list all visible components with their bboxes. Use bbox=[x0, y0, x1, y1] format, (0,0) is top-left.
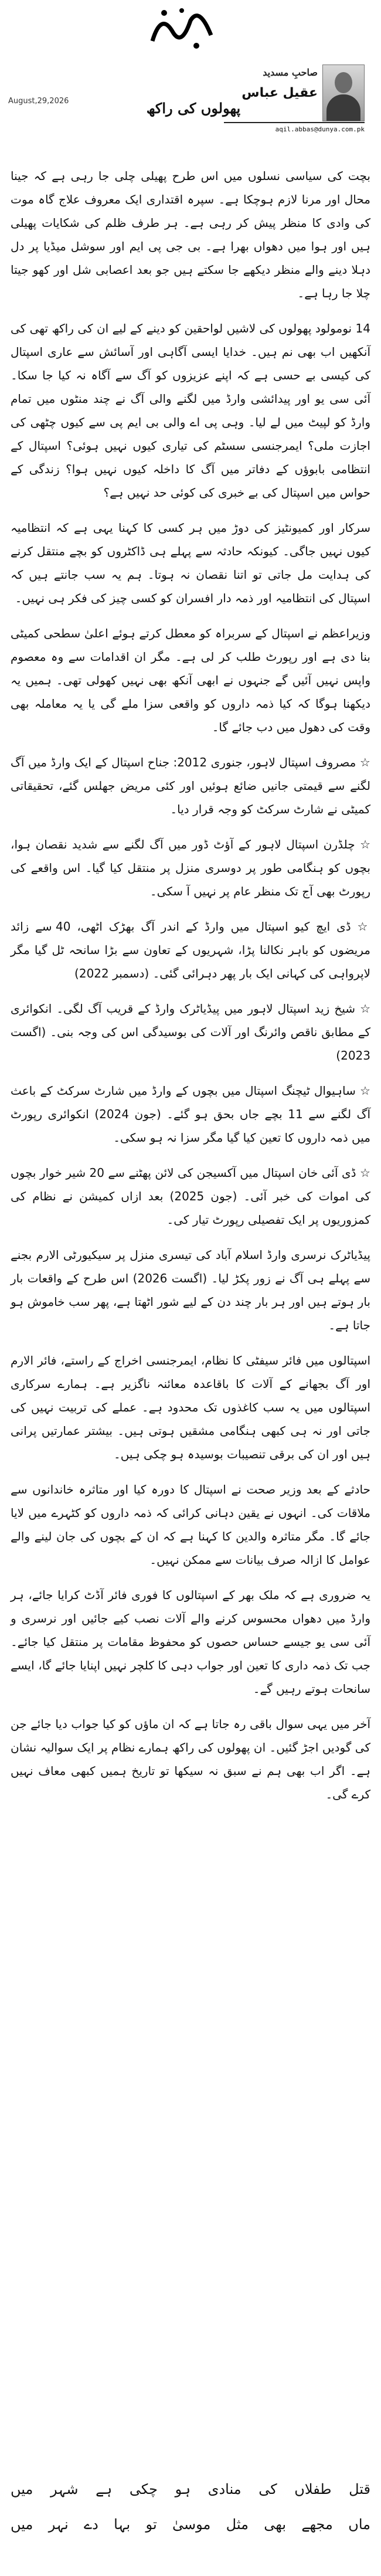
publication-date: August,29,2026 bbox=[8, 97, 69, 106]
paragraph: بچت کی سیاسی نسلوں میں اس طرح پھیلی چلی جا رہی ہے کہ جینا محال اور مرنا لازم ہوچکا ہے۔ سپرہ اقتداری ایک معروف علاج گاہ موت کی وادی کا منظر پیش کر رہی ہے۔ ہر طرف ظلم کی شکایات پھیلی ہیں اور ہوا میں دھواں بھرا ہے۔ بی جی پی ایم اور سوشل میڈیا پر دل دہلا دینے والے منظر دیکھے جا سکتے ہیں جو بعد اعصابی شل اور کھو جیتا چلا جا رہا ہے۔ bbox=[11, 169, 370, 300]
poem-line: قتل طفلاں کی منادی ہو چکی ہے شہر میں bbox=[11, 2481, 370, 2497]
paragraph: آخر میں یہی سوال باقی رہ جاتا ہے کہ ان ماؤں کو کیا جواب دیا جائے جن کی گودیں اجڑ گئیں۔ ان پھولوں کی راکھ ہمارے نظام پر ایک سوالیہ نشان ہے۔ اگر اب بھی ہم نے سبق نہ سیکھا تو تاریخ ہمیں کبھی معاف نہیں کرے گی۔ bbox=[11, 1717, 370, 1801]
paragraph: ☆ چلڈرن اسپتال لاہور کے آؤٹ ڈور میں آگ لگنے سے شدید نقصان ہوا، بچوں کو ہنگامی طور پر دوسری منزل پر منتقل کیا گیا۔ اس واقعے کی رپورٹ بھی آج تک منظر عام پر نہیں آ سکی۔ bbox=[11, 837, 370, 898]
paragraph: سرکار اور کمیونٹیز کی دوڑ میں ہر کسی کا کہنا یہی ہے کہ انتظامیہ کیوں نہیں جاگی۔ کیونکہ حادثہ سے پہلے ہی ڈاکٹروں کو بچے منتقل کرنے کی ہدایت مل جاتی تو اتنا نقصان نہ ہوتا۔ ہم یہ سب جانتے ہیں کہ اسپتال کی انتظامیہ اور ذمہ دار افسران کو کسی چیز کی فکر ہی نہیں۔ bbox=[11, 521, 370, 605]
paragraph: ☆ ساہیوال ٹیچنگ اسپتال میں بچوں کے وارڈ میں شارٹ سرکٹ کے باعث آگ لگنے سے 11 بچے جاں بحق ہو گئے۔ (جون 2024) انکوائری رپورٹ میں ذمہ داروں کا تعین کیا گیا مگر سزا نہ ہو سکی۔ bbox=[11, 1084, 371, 1145]
poem-line: ماں مجھے بھی مثل موسیٰ تو بہا دے نہر میں bbox=[11, 2516, 370, 2533]
article-body bbox=[11, 164, 370, 1818]
paragraph: ☆ شیخ زید اسپتال لاہور میں پیڈیاٹرک وارڈ کے قریب آگ لگی۔ انکوائری کے مطابق ناقص وائرنگ اور آلات کی بوسیدگی اس کی وجہ بنی۔ (اگست 2023) bbox=[11, 1002, 370, 1063]
newspaper-logo bbox=[141, 0, 223, 59]
paragraph: ☆ ڈی ایچ کیو اسپتال میں وارڈ کے اندر آگ بھڑک اٹھی، 40 سے زائد مریضوں کو باہر نکالنا پڑا، شہریوں کے تعاون سے بڑا سانحہ ٹل گیا مگر لاپرواہی کی کہانی ایک بار پھر دہرائی گئی۔ (دسمبر 2022) bbox=[11, 919, 370, 980]
author-name: عقیل عباس bbox=[241, 86, 318, 100]
paragraph: اسپتالوں میں فائر سیفٹی کا نظام، ایمرجنسی اخراج کے راستے، فائر الارم اور آگ بجھانے کے آلات کا باقاعدہ معائنہ ناگزیر ہے۔ ہمارے سرکاری اسپتالوں میں یہ سب کاغذوں تک محدود ہے۔ عملے کی تربیت نہیں کی جاتی اور نہ ہی کبھی ہنگامی مشقیں ہوتی ہیں۔ بیشتر عمارتیں پرانی ہیں اور ان کی برقی تنصیبات بوسیدہ ہو چکی ہیں۔ bbox=[11, 1353, 370, 1461]
closing-couplet bbox=[11, 2472, 370, 2542]
paragraph: 14 نومولود پھولوں کی لاشیں لواحقین کو دینے کے لیے ان کی راکھ تھی کی آنکھیں اب بھی نم ہیں۔ خدایا ایسی آگاہی اور آسائش سے عاری اسپتال کی کیسی بے حسی ہے کہ اپنے عزیزوں کو آگ سے آگاہ نہ کیا جا سکا۔ آئی سی یو اور پیدائشی وارڈ میں لگنے والی آگ نے چند منٹوں میں تمام وارڈ کو لپیٹ میں لے لیا۔ وہی پی اے والی بی ایم پی سے کیوں چٹھی کی اجازت ملی؟ ایمرجنسی سسٹم کی تیاری کیوں نہیں ہوئی؟ اسپتال کے انتظامی بابوؤں کے دفاتر میں آگ کا داخلہ کیوں نہیں ہوا؟ زندگی کے حواس میں اسپتال کی بے خبری کی کوئی حد نہیں ہے؟ bbox=[11, 321, 370, 500]
paragraph: پیڈیاٹرک نرسری وارڈ اسلام آباد کی تیسری منزل پر سیکیورٹی الارم بجنے سے پہلے ہی آگ نے زور پکڑ لیا۔ (اگست 2026) اس طرح کے واقعات بار بار ہوتے ہیں اور ہر بار چند دن کے لیے شور اٹھتا ہے، پھر سب خاموش ہو جاتا ہے۔ bbox=[11, 1248, 370, 1332]
paragraph: ☆ مصروف اسپتال لاہور، جنوری 2012: جناح اسپتال کے ایک وارڈ میں آگ لگنے سے قیمتی جانیں ضائع ہوئیں اور کئی مریض جھلس گئے، تحقیقاتی کمیٹی نے شارٹ سرکٹ کو وجہ قرار دیا۔ bbox=[11, 755, 371, 816]
article-headline: پھولوں کی راکھ bbox=[146, 100, 241, 117]
author-divider bbox=[224, 122, 365, 123]
paragraph: ☆ ڈی آئی خان اسپتال میں آکسیجن کی لائن پھٹنے سے 20 شیر خوار بچوں کی اموات کی خبر آئی۔ (جون 2025) بعد ازاں کمیشن نے نظام کی کمزوریوں پر ایک تفصیلی رپورٹ تیار کی۔ bbox=[11, 1166, 371, 1227]
masthead bbox=[0, 0, 381, 176]
paragraph: حادثے کے بعد وزیر صحت نے اسپتال کا دورہ کیا اور متاثرہ خاندانوں سے ملاقات کی۔ انہوں نے یقین دہانی کرائی کہ ذمہ داروں کو کٹہرے میں لایا جائے گا۔ مگر متاثرہ والدین کا کہنا ہے کہ ان کے بچوں کی جان لینے والے عوامل کا ازالہ صرف بیانات سے ممکن نہیں۔ bbox=[11, 1482, 370, 1567]
logo-icon bbox=[147, 0, 217, 56]
paragraph: یہ ضروری ہے کہ ملک بھر کے اسپتالوں کا فوری فائر آڈٹ کرایا جائے، ہر وارڈ میں دھواں محسوس کرنے والے آلات نصب کیے جائیں اور نرسری و آئی سی یو جیسے حساس حصوں کو محفوظ مقامات پر منتقل کیا جائے۔ جب تک ذمہ داری کا تعین اور جواب دہی کا کلچر نہیں اپنایا جائے گا، ایسے سانحات ہوتے رہیں گے۔ bbox=[11, 1588, 370, 1696]
author-tagline: صاحبِ مسدید bbox=[263, 67, 318, 78]
author-email[interactable]: aqil.abbas@dunya.com.pk bbox=[275, 125, 365, 133]
paragraph: وزیراعظم نے اسپتال کے سربراہ کو معطل کرتے ہوئے اعلیٰ سطحی کمیٹی بنا دی ہے اور رپورٹ طلب کر لی ہے۔ مگر ان اقدامات سے وہ معصوم واپس نہیں آئیں گے جنہوں نے ابھی آنکھ بھی نہیں کھولی تھی۔ ہمیں یہ دیکھنا ہوگا کہ کیا ذمہ داروں کو واقعی سزا ملے گی یا یہ معاملہ بھی وقت کی دھول میں دب جائے گا۔ bbox=[11, 626, 370, 734]
author-photo bbox=[322, 65, 365, 121]
